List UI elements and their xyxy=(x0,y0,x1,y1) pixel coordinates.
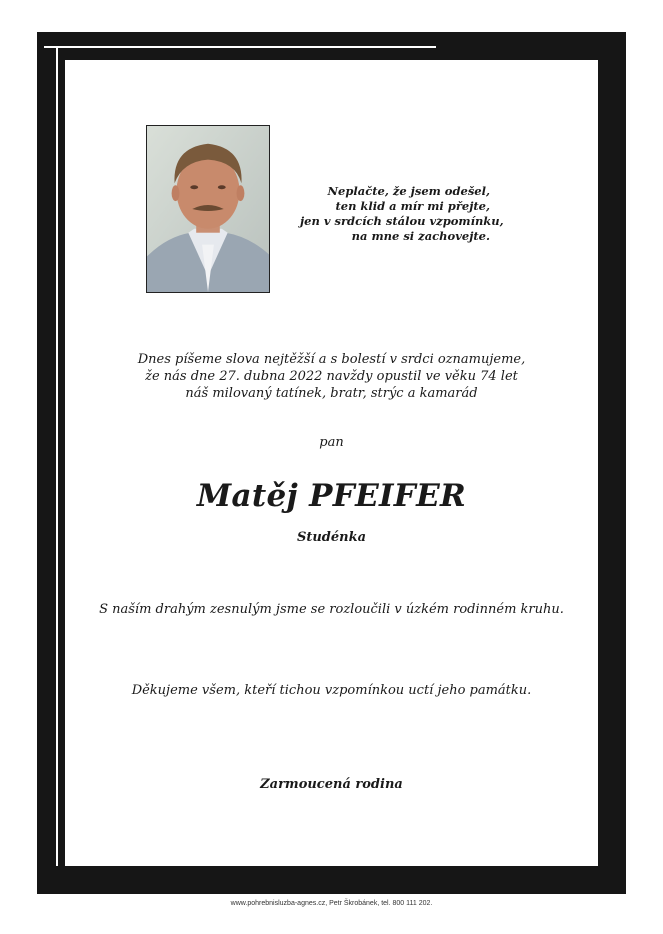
poem-line: Neplačte, že jsem odešel, xyxy=(327,184,490,198)
frame-bottom-bar xyxy=(37,866,626,894)
poem-line: ten klid a mír mi přejte, xyxy=(335,199,490,213)
thanks-text: Děkujeme všem, kteří tichou vzpomínkou uctí jeho památku. xyxy=(131,683,532,698)
portrait-photo xyxy=(146,125,270,293)
funeral-service-footer: www.pohrebnisluzba-agnes.cz, Petr Škrobánek, tel. 800 111 202. xyxy=(230,900,433,907)
frame-left-bar xyxy=(37,32,65,894)
poem-line: na mne si zachovejte. xyxy=(351,229,490,243)
salutation: pan xyxy=(319,435,344,450)
death-announcement xyxy=(0,351,663,402)
family-signature: Zarmoucená rodina xyxy=(260,777,403,792)
frame-top-accent-line xyxy=(44,46,436,48)
portrait-image xyxy=(147,126,269,292)
deceased-place: Studénka xyxy=(296,530,367,545)
announcement-line: Dnes píšeme slova nejtěžší a s bolestí v srdci oznamujeme, xyxy=(137,352,526,367)
frame-right-bar xyxy=(598,32,626,894)
frame-left-accent-line xyxy=(56,46,58,866)
poem-line: jen v srdcích stálou vzpomínku, xyxy=(300,214,504,228)
memorial-poem xyxy=(300,184,504,244)
announcement-line: náš milovaný tatínek, bratr, strýc a kamarád xyxy=(185,386,478,401)
deceased-name: Matěj PFEIFER xyxy=(196,478,467,514)
farewell-text: S naším drahým zesnulým jsme se rozloučili v úzkém rodinném kruhu. xyxy=(99,602,564,617)
announcement-line: že nás dne 27. dubna 2022 navždy opustil ve věku 74 let xyxy=(145,369,518,384)
